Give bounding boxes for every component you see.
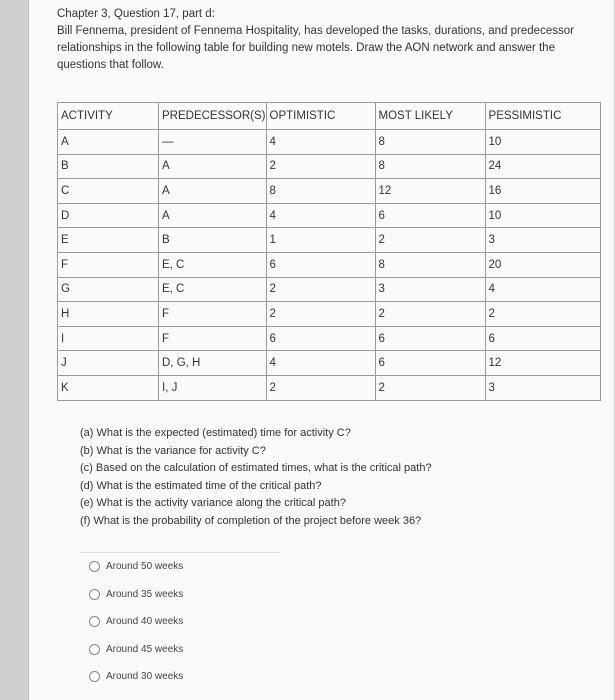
- column-header-activity: ACTIVITY: [58, 103, 159, 130]
- answer-option-label: Around 40 weeks: [106, 616, 184, 628]
- table-cell: 3: [375, 277, 485, 302]
- question-item: (f) What is the probability of completion of the project before week 36?: [80, 514, 422, 527]
- table-cell: 2: [375, 228, 485, 253]
- table-cell: K: [58, 375, 159, 400]
- answer-option-label: Around 45 weeks: [106, 643, 184, 655]
- radio-button[interactable]: [89, 616, 100, 627]
- table-row: [58, 252, 601, 277]
- prompt-line: questions that follow.: [57, 59, 164, 71]
- table-cell: A: [159, 179, 267, 204]
- table-cell: 3: [485, 375, 600, 400]
- activity-table: [57, 102, 601, 401]
- table-row: [58, 277, 601, 302]
- question-list: [80, 425, 432, 531]
- table-cell: 8: [266, 179, 375, 204]
- table-cell: F: [58, 252, 159, 277]
- table-cell: D, G, H: [159, 351, 267, 376]
- question-item: (e) What is the activity variance along the critical path?: [80, 497, 346, 510]
- question-item: (d) What is the estimated time of the critical path?: [80, 479, 322, 492]
- radio-button[interactable]: [89, 561, 100, 572]
- table-cell: I: [58, 326, 159, 351]
- table-cell: 2: [375, 375, 485, 400]
- table-cell: 2: [485, 302, 600, 327]
- table-cell: 8: [375, 130, 485, 155]
- table-cell: 4: [485, 277, 600, 302]
- table-cell: 8: [375, 252, 485, 277]
- table-row: [58, 375, 601, 400]
- table-header-row: [58, 103, 601, 130]
- table-cell: 16: [485, 179, 600, 204]
- table-cell: 12: [375, 179, 485, 204]
- answer-options: [80, 552, 280, 691]
- table-cell: 10: [485, 203, 600, 228]
- radio-button[interactable]: [89, 644, 100, 655]
- table-cell: A: [159, 203, 267, 228]
- table-cell: F: [159, 326, 267, 351]
- table-cell: 4: [266, 130, 375, 155]
- table-row: [58, 203, 601, 228]
- table-row: [58, 351, 601, 376]
- table-cell: —: [159, 130, 267, 155]
- table-cell: E, C: [159, 277, 267, 302]
- prompt-line: Bill Fennema, president of Fennema Hospitality, has developed the tasks, durations, and predecessor: [57, 25, 574, 37]
- table-cell: 12: [485, 351, 600, 376]
- column-header-predecessors: PREDECESSOR(S): [159, 103, 267, 130]
- table-cell: 6: [266, 326, 375, 351]
- table-cell: B: [58, 154, 159, 179]
- table-cell: H: [58, 302, 159, 327]
- table-cell: 20: [485, 252, 600, 277]
- table-row: [58, 326, 601, 351]
- table-cell: 24: [485, 154, 600, 179]
- question-title: Chapter 3, Question 17, part d:: [57, 8, 215, 20]
- table-cell: 3: [485, 228, 600, 253]
- table-cell: G: [58, 277, 159, 302]
- prompt-line: relationships in the following table for building new motels. Draw the AON network and answer the: [57, 42, 555, 54]
- answer-option-label: Around 30 weeks: [106, 671, 184, 683]
- table-cell: 2: [266, 375, 375, 400]
- question-item: (b) What is the variance for activity C?: [80, 444, 266, 457]
- table-cell: 2: [266, 154, 375, 179]
- table-cell: 1: [266, 228, 375, 253]
- radio-button[interactable]: [89, 589, 100, 600]
- table-cell: 2: [266, 277, 375, 302]
- question-item: (a) What is the expected (estimated) time for activity C?: [80, 427, 351, 439]
- table-cell: 6: [266, 252, 375, 277]
- radio-button[interactable]: [89, 671, 100, 682]
- table-row: [58, 179, 601, 204]
- table-cell: J: [58, 351, 159, 376]
- table-row: [58, 130, 601, 155]
- table-cell: B: [159, 228, 267, 253]
- answer-option[interactable]: [80, 581, 280, 609]
- table-cell: 6: [375, 351, 485, 376]
- table-cell: D: [58, 203, 159, 228]
- table-cell: 2: [266, 302, 375, 327]
- table-cell: 2: [375, 302, 485, 327]
- answer-option[interactable]: [80, 636, 280, 664]
- table-cell: E, C: [159, 252, 267, 277]
- table-cell: 6: [375, 203, 485, 228]
- column-header-pessimistic: PESSIMISTIC: [485, 103, 600, 130]
- table-row: [58, 302, 601, 327]
- table-cell: C: [58, 179, 159, 204]
- table-cell: E: [58, 228, 159, 253]
- table-cell: 8: [375, 154, 485, 179]
- answer-option[interactable]: [80, 663, 280, 691]
- table-cell: A: [159, 154, 267, 179]
- question-card: [28, 0, 614, 700]
- answer-option[interactable]: [80, 608, 280, 636]
- table-row: [58, 228, 601, 253]
- table-cell: 6: [485, 326, 600, 351]
- answer-option[interactable]: [80, 553, 280, 581]
- table-cell: F: [159, 302, 267, 327]
- table-cell: 4: [266, 203, 375, 228]
- table-cell: A: [58, 130, 159, 155]
- answer-option-label: Around 50 weeks: [106, 561, 184, 573]
- question-prompt: [57, 6, 602, 74]
- answer-option-label: Around 35 weeks: [106, 588, 184, 600]
- table-cell: 4: [266, 351, 375, 376]
- table-cell: I, J: [159, 375, 267, 400]
- table-row: [58, 154, 601, 179]
- table-cell: 6: [375, 326, 485, 351]
- question-item: (c) Based on the calculation of estimated times, what is the critical path?: [80, 462, 432, 475]
- column-header-most-likely: MOST LIKELY: [375, 103, 485, 130]
- table-cell: 10: [485, 130, 600, 155]
- column-header-optimistic: OPTIMISTIC: [266, 103, 375, 130]
